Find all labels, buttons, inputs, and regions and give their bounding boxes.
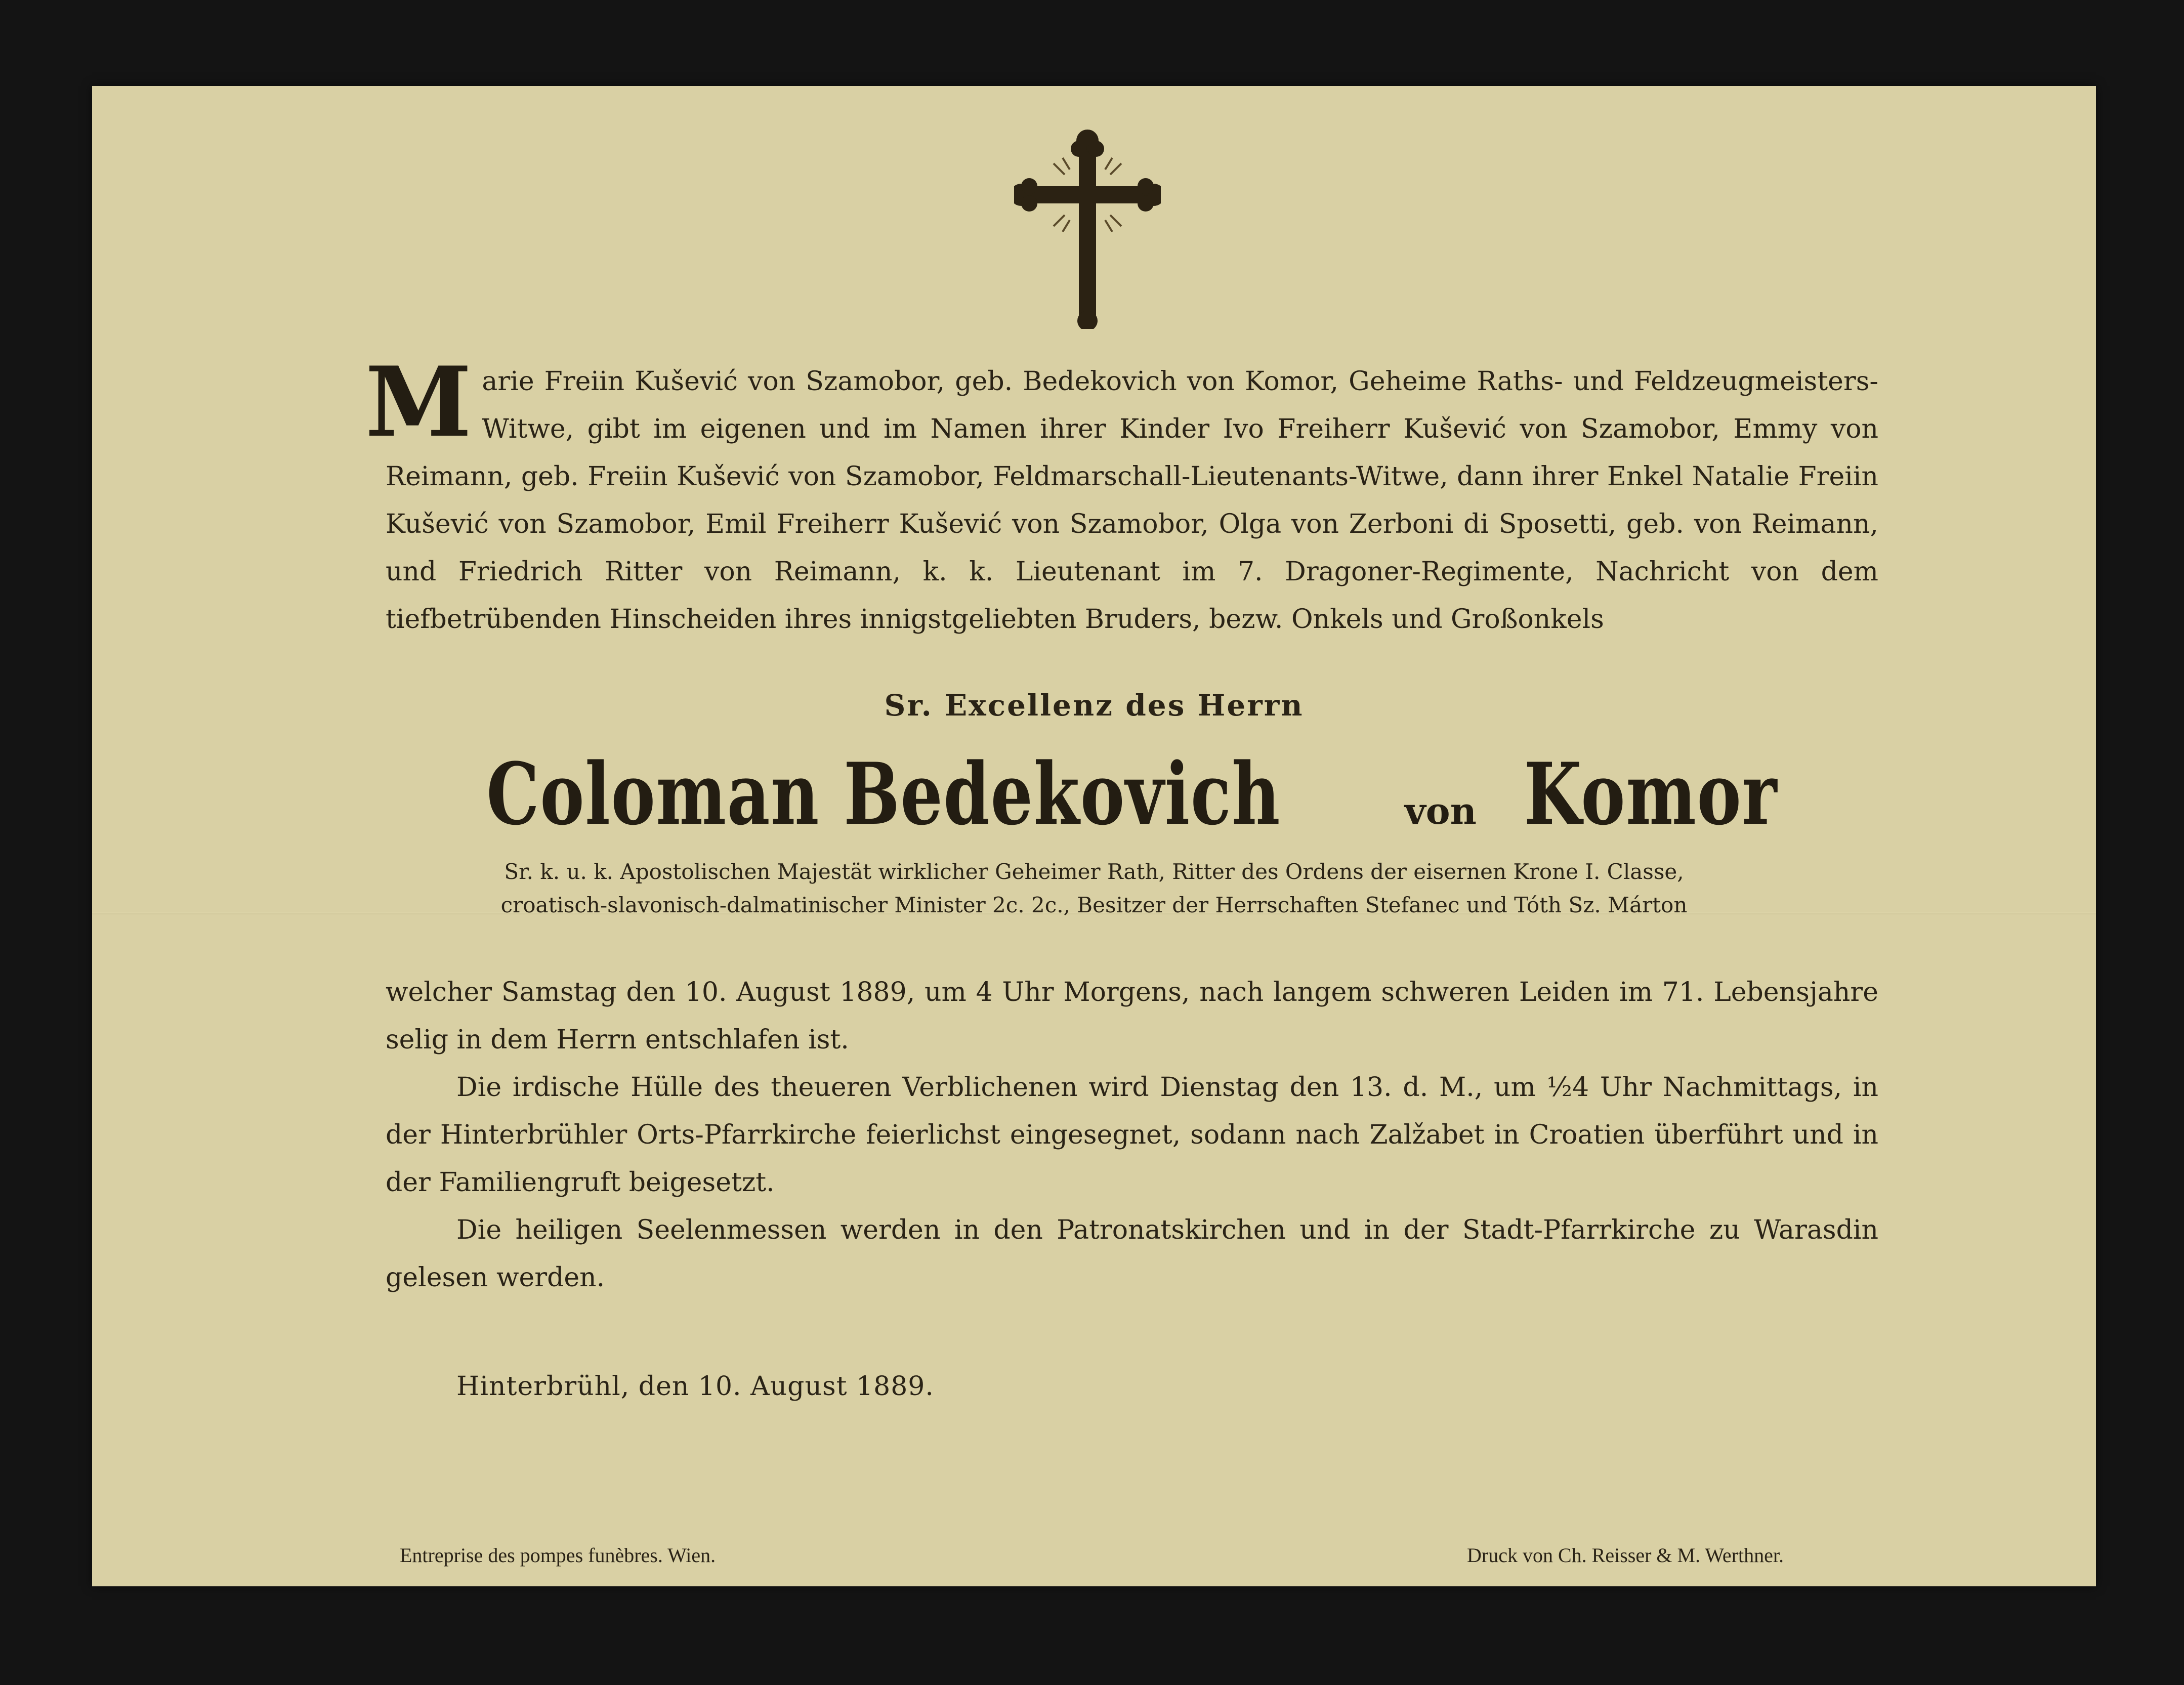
death-paragraph-2: Die irdische Hülle des theueren Verblichenen wird Dienstag den 13. d. M., um ½4 Uhr Nachmittags, in der Hinterbrühler Orts-Pfarrkirche feierlichst eingesegnet, sodann nach Zalžabet in Croatien überführt und in der Familiengruft beigesetzt. xyxy=(386,1072,1878,1198)
titles-line-2: croatisch-slavonisch-dalmatinischer Minister 2c. 2c., Besitzer der Herrschaften Stefanec und Tóth Sz. Márton xyxy=(500,893,1688,917)
death-details xyxy=(386,968,1878,1301)
footer-printer: Druck von Ch. Reisser & M. Werthner. xyxy=(1467,1544,1784,1567)
dropcap-letter: M xyxy=(365,346,472,458)
deceased-name-von: von xyxy=(1404,789,1477,832)
deceased-name xyxy=(92,744,2096,844)
death-paragraph-3: Die heiligen Seelenmessen werden in den Patronatskirchen und in der Stadt-Pfarrkirche zu Warasdin gelesen werden. xyxy=(386,1215,1878,1293)
deceased-titles xyxy=(92,855,2096,922)
deceased-name-part1: Coloman Bedekovich xyxy=(486,744,1281,844)
deceased-name-part2: Komor xyxy=(1524,744,1778,844)
death-notice-paper xyxy=(92,86,2096,1586)
place-date-line: Hinterbrühl, den 10. August 1889. xyxy=(456,1371,934,1402)
excellenz-heading: Sr. Excellenz des Herrn xyxy=(884,688,1304,723)
death-paragraph-1: welcher Samstag den 10. August 1889, um 4 Uhr Morgens, nach langem schweren Leiden im 71. Lebensjahre selig in dem Herrn entschlafen ist. xyxy=(386,977,1878,1055)
titles-line-1: Sr. k. u. k. Apostolischen Majestät wirklicher Geheimer Rath, Ritter des Ordens der eisernen Krone I. Classe, xyxy=(504,859,1684,884)
intro-text: arie Freiin Kušević von Szamobor, geb. Bedekovich von Komor, Geheime Raths- und Feldzeugmeisters-Witwe, gibt im eigenen und im Namen ihrer Kinder Ivo Freiherr Kušević von Szamobor, Emmy von Reimann, geb. Freiin Kušević von Szamobor, Feldmarschall-Lieutenants-Witwe, dann ihrer Enkel Natalie Freiin Kušević von Szamobor, Emil Freiherr Kušević von Szamobor, Olga von Zerboni di Sposetti, geb. von Reimann, und Friedrich Ritter von Reimann, k. k. Lieutenant im 7. Dragoner-Regimente, Nachricht von dem tiefbetrübenden Hinscheiden ihres innigstgeliebten Bruders, bezw. Onkels und Großonkels xyxy=(386,366,1878,635)
intro-paragraph xyxy=(365,346,1878,643)
cross-icon xyxy=(1014,127,1161,329)
footer-undertaker: Entreprise des pompes funèbres. Wien. xyxy=(400,1544,716,1567)
